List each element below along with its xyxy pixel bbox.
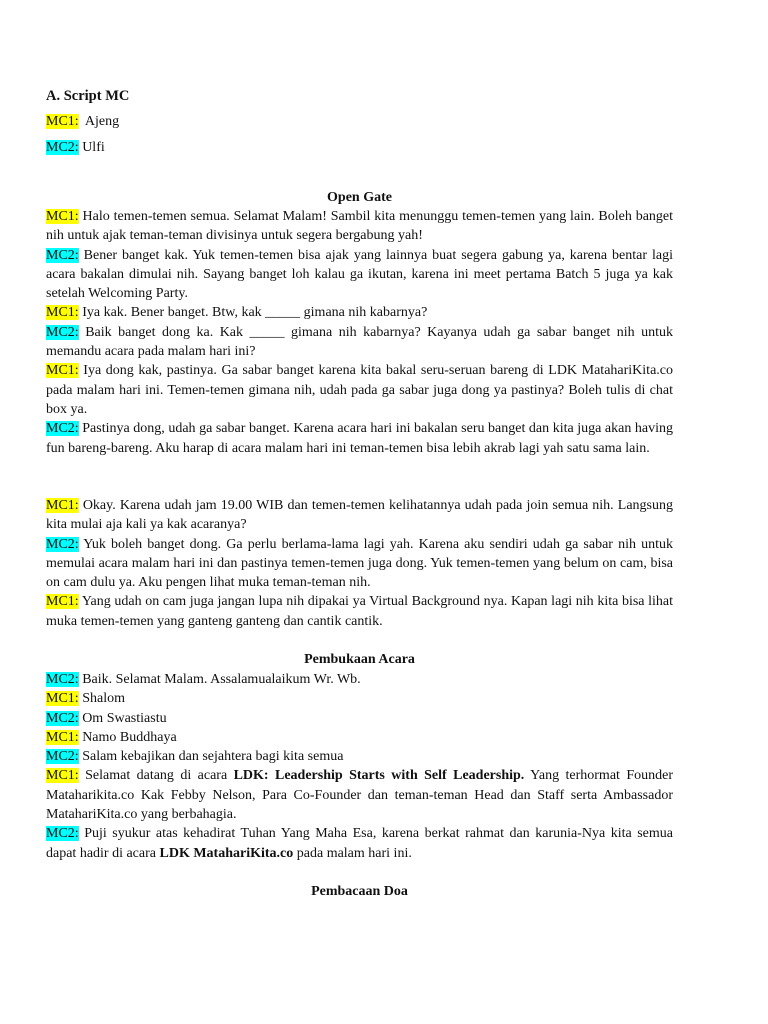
gratitude-line <box>46 824 673 863</box>
dialogue-text: Salam kebajikan dan sejahtera bagi kita semua <box>82 749 344 765</box>
dialogue-text: Iya kak. Bener banget. Btw, kak _____ gimana nih kabarnya? <box>82 305 428 321</box>
dialogue-line <box>46 246 673 304</box>
role-mc1 <box>46 113 119 131</box>
dialogue-text: Om Swastiastu <box>82 710 167 726</box>
speaker-label: MC2: <box>46 247 79 263</box>
welcome-line <box>46 766 673 824</box>
dialogue-line <box>46 419 673 458</box>
event-title: LDK: Leadership Starts with Self Leadership. <box>233 768 525 784</box>
speaker-label: MC1: <box>46 594 79 610</box>
gratitude-post: pada malam hari ini. <box>293 845 412 861</box>
speaker-label: MC2: <box>46 421 79 437</box>
dialogue-line <box>46 709 673 728</box>
speaker-label: MC1: <box>46 305 79 321</box>
open-gate-dialogue-2 <box>46 496 673 631</box>
heading-pembacaan-doa: Pembacaan Doa <box>311 884 408 899</box>
dialogue-line <box>46 728 673 747</box>
speaker-label: MC2: <box>46 672 79 687</box>
dialogue-line <box>46 323 673 362</box>
dialogue-line <box>46 535 673 593</box>
speaker-label: MC1: <box>46 729 79 745</box>
dialogue-line <box>46 592 673 631</box>
welcome-post: Yang terhormat Founder Mataharikita.co Kak Febby Nelson, Para Co-Founder dan teman-teman Head dan Staff serta Ambassador MatahariKita.co yang berbahagia. <box>46 768 674 823</box>
speaker-label: MC1: <box>46 498 79 513</box>
gratitude-pre: Puji syukur atas kehadirat Tuhan Yang Maha Esa, karena berkat rahmat dan karunia-Nya kita semua dapat hadir di acara <box>46 826 673 861</box>
dialogue-text: Yuk boleh banget dong. Ga perlu berlama-lama lagi yah. Karena aku sendiri udah ga sabar nih untuk memulai acara malam hari ini dan pastinya temen-temen juga dong. Yuk temen-temen yang belum on cam, bisa on cam dulu ya. Aku pengen lihat muka teman-teman nih. <box>46 536 673 591</box>
role-mc2 <box>46 139 105 157</box>
dialogue-line <box>46 361 673 419</box>
pembukaan-dialogue <box>46 670 673 863</box>
speaker-label: MC1: <box>46 691 79 707</box>
dialogue-line <box>46 207 673 246</box>
speaker-label: MC1: <box>46 209 79 224</box>
dialogue-text: Yang udah on cam juga jangan lupa nih dipakai ya Virtual Background nya. Kapan lagi nih kita bisa lihat muka temen-temen yang ganteng ganteng dan cantik cantik. <box>46 594 674 629</box>
dialogue-text: Okay. Karena udah jam 19.00 WIB dan temen-temen kelihatannya udah pada join semua nih. Langsung kita mulai aja kali ya kak acaranya? <box>46 498 674 533</box>
dialogue-text: Namo Buddhaya <box>82 729 177 745</box>
speaker-label: MC1: <box>46 768 79 784</box>
mc2-name: Ulfi <box>82 140 105 155</box>
heading-open-gate: Open Gate <box>327 190 392 205</box>
dialogue-text: Pastinya dong, udah ga sabar banget. Karena acara hari ini bakalan seru banget dan kita juga akan having fun bareng-bareng. Aku harap di acara malam hari ini teman-temen bisa lebih akrab lagi yah satu sama lain. <box>46 421 673 456</box>
dialogue-text: Shalom <box>82 691 125 707</box>
dialogue-text: Iya dong kak, pastinya. Ga sabar banget karena kita bakal seru-seruan bareng di LDK MatahariKita.co pada malam hari ini. Temen-temen gimana nih, udah pada ga sabar juga dong ya pastinya? Boleh tulis di chat box ya. <box>46 363 673 417</box>
heading-pembukaan-acara: Pembukaan Acara <box>304 652 415 667</box>
speaker-label: MC2: <box>46 710 79 726</box>
mc1-label: MC1: <box>46 114 79 129</box>
dialogue-text: Bener banget kak. Yuk temen-temen bisa ajak yang lainnya buat segera gabung ya, karena bentar lagi acara bakalan dimulai nih. Sayang banget loh kalau ga ikutan, karena ini meet pertama Batch 5 juga ya kak setelah Welcoming Party. <box>46 247 673 302</box>
speaker-label: MC2: <box>46 826 79 842</box>
speaker-label: MC2: <box>46 536 79 552</box>
dialogue-line <box>46 496 673 535</box>
dialogue-text: Halo temen-temen semua. Selamat Malam! Sambil kita menunggu temen-temen yang lain. Boleh banget nih untuk ajak teman-teman divisinya untuk segera bergabung yah! <box>46 209 674 244</box>
dialogue-line <box>46 670 673 689</box>
speaker-label: MC2: <box>46 749 79 765</box>
dialogue-text: Baik. Selamat Malam. Assalamualaikum Wr. Wb. <box>82 672 361 687</box>
mc1-name: Ajeng <box>84 114 120 129</box>
event-name: LDK MatahariKita.co <box>159 845 294 861</box>
speaker-label: MC2: <box>46 324 79 340</box>
dialogue-line <box>46 689 673 708</box>
open-gate-dialogue <box>46 207 673 458</box>
mc2-label: MC2: <box>46 140 79 155</box>
dialogue-text: Baik banget dong ka. Kak _____ gimana nih kabarnya? Kayanya udah ga sabar banget nih untuk memandu acara pada malam hari ini? <box>46 324 674 360</box>
dialogue-line <box>46 747 673 766</box>
speaker-label: MC1: <box>46 363 79 379</box>
welcome-pre: Selamat datang di acara <box>85 768 234 784</box>
dialogue-line <box>46 303 673 322</box>
section-title: A. Script MC <box>46 88 130 104</box>
